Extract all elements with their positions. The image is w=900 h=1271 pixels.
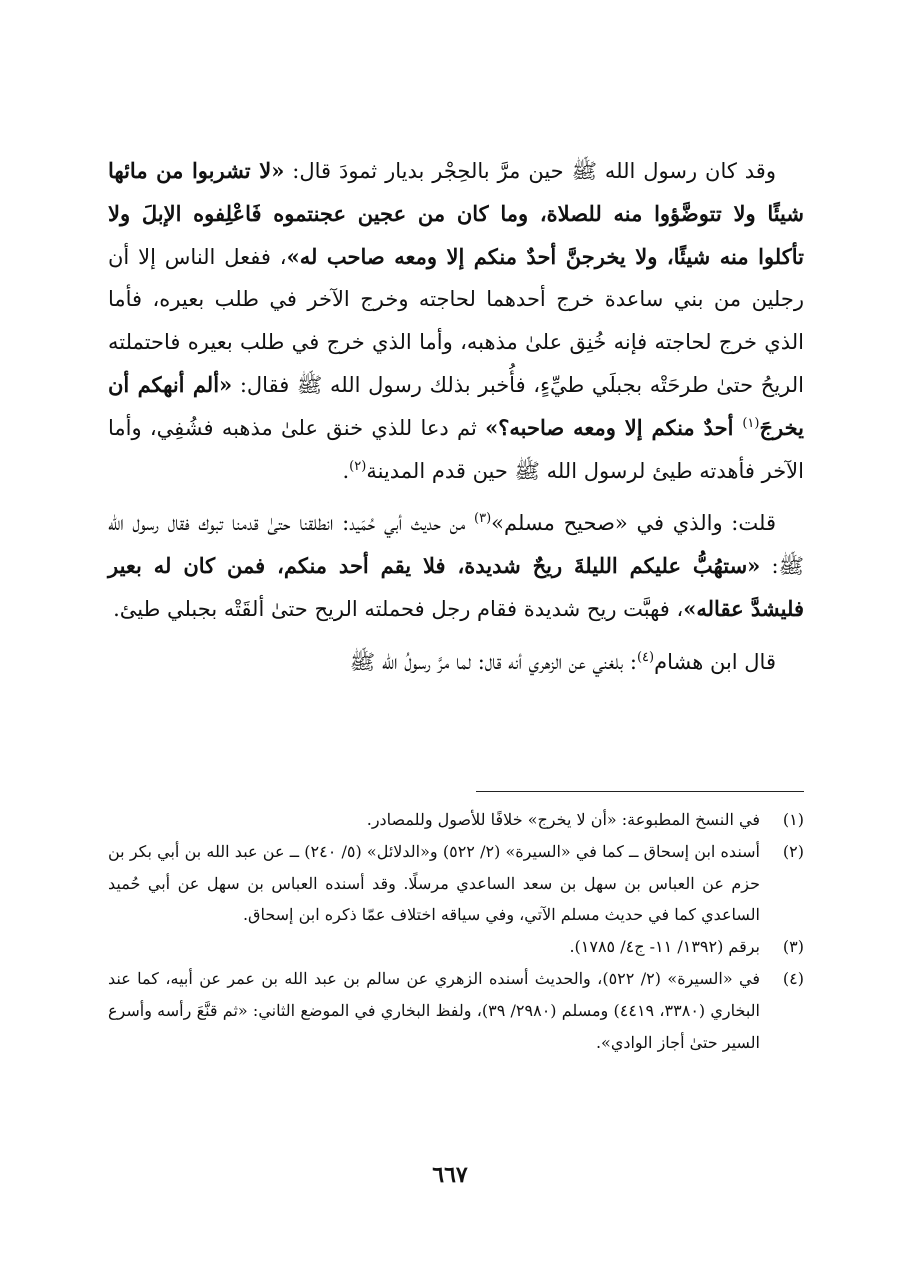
p1-text-3: ثم دعا للذي خنق علىٰ مذهبه فشُفِي، وأما الآخر فأهدته طيئ لرسول الله ﷺ حين قدم المدينة — [108, 415, 804, 483]
footnote-ref-4[interactable]: (٤) — [636, 649, 655, 665]
footnote-ref-1[interactable]: (١) — [742, 415, 760, 431]
footnote-1-text: في النسخ المطبوعة: «أن لا يخرج» خلافًا للأصول وللمصادر. — [366, 810, 760, 829]
p2-hadith-quote: «ستهُبُّ عليكم الليلةَ ريحٌ شديدة، فلا يقم أحد منكم، فمن كان له بعير فليشدَّ عقاله» — [108, 553, 804, 621]
p2-text-2: من حديث أبي حُمَيد: انطلقنا حتىٰ قدمنا تبوك فقال رسول الله ﷺ: — [108, 511, 804, 579]
p3-text-1: قال ابن هشام — [654, 649, 776, 674]
p1-hadith-quote-2a: «ألم أنهكم أن يخرجَ — [108, 371, 804, 440]
footnote-ref-3[interactable]: (٣) — [474, 511, 492, 527]
footnote-3-number: (٣) — [782, 937, 804, 957]
p1-hadith-quote-1: «لا تشربوا من مائها شيئًا ولا تتوضَّؤوا منه للصلاة، وما كان من عجين عجنتموه فَاعْلِفوه الإبلَ ولا تأكلوا منه شيئًا، ولا يخرجنَّ أحدٌ منكم إلا ومعه صاحب له» — [108, 158, 804, 269]
footnote-2-text: أسنده ابن إسحاق ــ كما في «السيرة» (٢/ ٥٢٢) و«الدلائل» (٥/ ٢٤٠) ــ عن عبد الله بن أبي بكر بن حزم عن العباس بن سهل بن سعد الساعدي مرسلًا. وقد أسنده العباس بن سهل عن أبي حُميد الساعدي كما في حديث مسلم الآتي، وفي سياقه اختلاف عمّا ذكره ابن إسحاق. — [108, 841, 761, 925]
page-number: ٦٦٧ — [432, 1162, 468, 1188]
footnote-4-number: (٤) — [782, 968, 804, 988]
footnote-4-text: في «السيرة» (٢/ ٥٢٢)، والحديث أسنده الزهري عن سالم بن عبد الله بن عمر عن أبيه، كما عند البخاري (٣٣٨٠، ٤٤١٩) ومسلم (٢٩٨٠/ ٣٩)، ولفظ البخاري في الموضع الثاني: «ثم قنَّعَ رأسه وأسرع السير حتىٰ أجاز الوادي». — [108, 968, 761, 1052]
p3-text-2: : بلغني عن الزهري أنه قال: لما مرَّ رسولُ الله ﷺ — [349, 649, 637, 674]
page-body — [108, 150, 804, 684]
p1-hadith-quote-2b: أحدٌ منكم إلا ومعه صاحبه؟» — [485, 414, 743, 440]
footnote-ref-2[interactable]: (٢) — [349, 458, 367, 474]
p1-text-4: . — [342, 458, 350, 483]
footnotes — [108, 804, 804, 1058]
footnote-4 — [108, 963, 804, 1058]
p2-text-1: قلت: والذي في «صحيح مسلم» — [491, 511, 776, 536]
footnote-3 — [108, 931, 804, 963]
paragraph-2 — [108, 502, 804, 630]
footnote-separator — [476, 791, 804, 792]
paragraph-1 — [108, 150, 804, 492]
footnote-1 — [108, 804, 804, 836]
footnote-2 — [108, 836, 804, 931]
p1-text-2: ، ففعل الناس إلا أن رجلين من بني ساعدة خرج أحدهما لحاجته وخرج الآخر في طلب بعيره، فأما الذي خرج لحاجته فإنه خُنِق علىٰ مذهبه، وأما الذي خرج في طلب بعيره فاحتملته الريحُ حتىٰ طرحَتْه بجبلَي طيِّءٍ، فأُخبر بذلك رسول الله ﷺ فقال: — [108, 244, 805, 397]
footnote-1-number: (١) — [782, 810, 804, 829]
footnote-3-text: برقم (١٣٩٢/ ١١- ج٤/ ١٧٨٥). — [569, 937, 760, 957]
footnote-2-number: (٢) — [782, 841, 804, 861]
paragraph-3 — [108, 641, 804, 684]
p2-text-3: ، فهبَّت ريح شديدة فقام رجل فحملته الريح حتىٰ ألقَتْه بجبلي طيئ. — [113, 596, 684, 621]
p1-text-1: وقد كان رسول الله ﷺ حين مرَّ بالحِجْر بديار ثمودَ قال: — [284, 159, 776, 183]
